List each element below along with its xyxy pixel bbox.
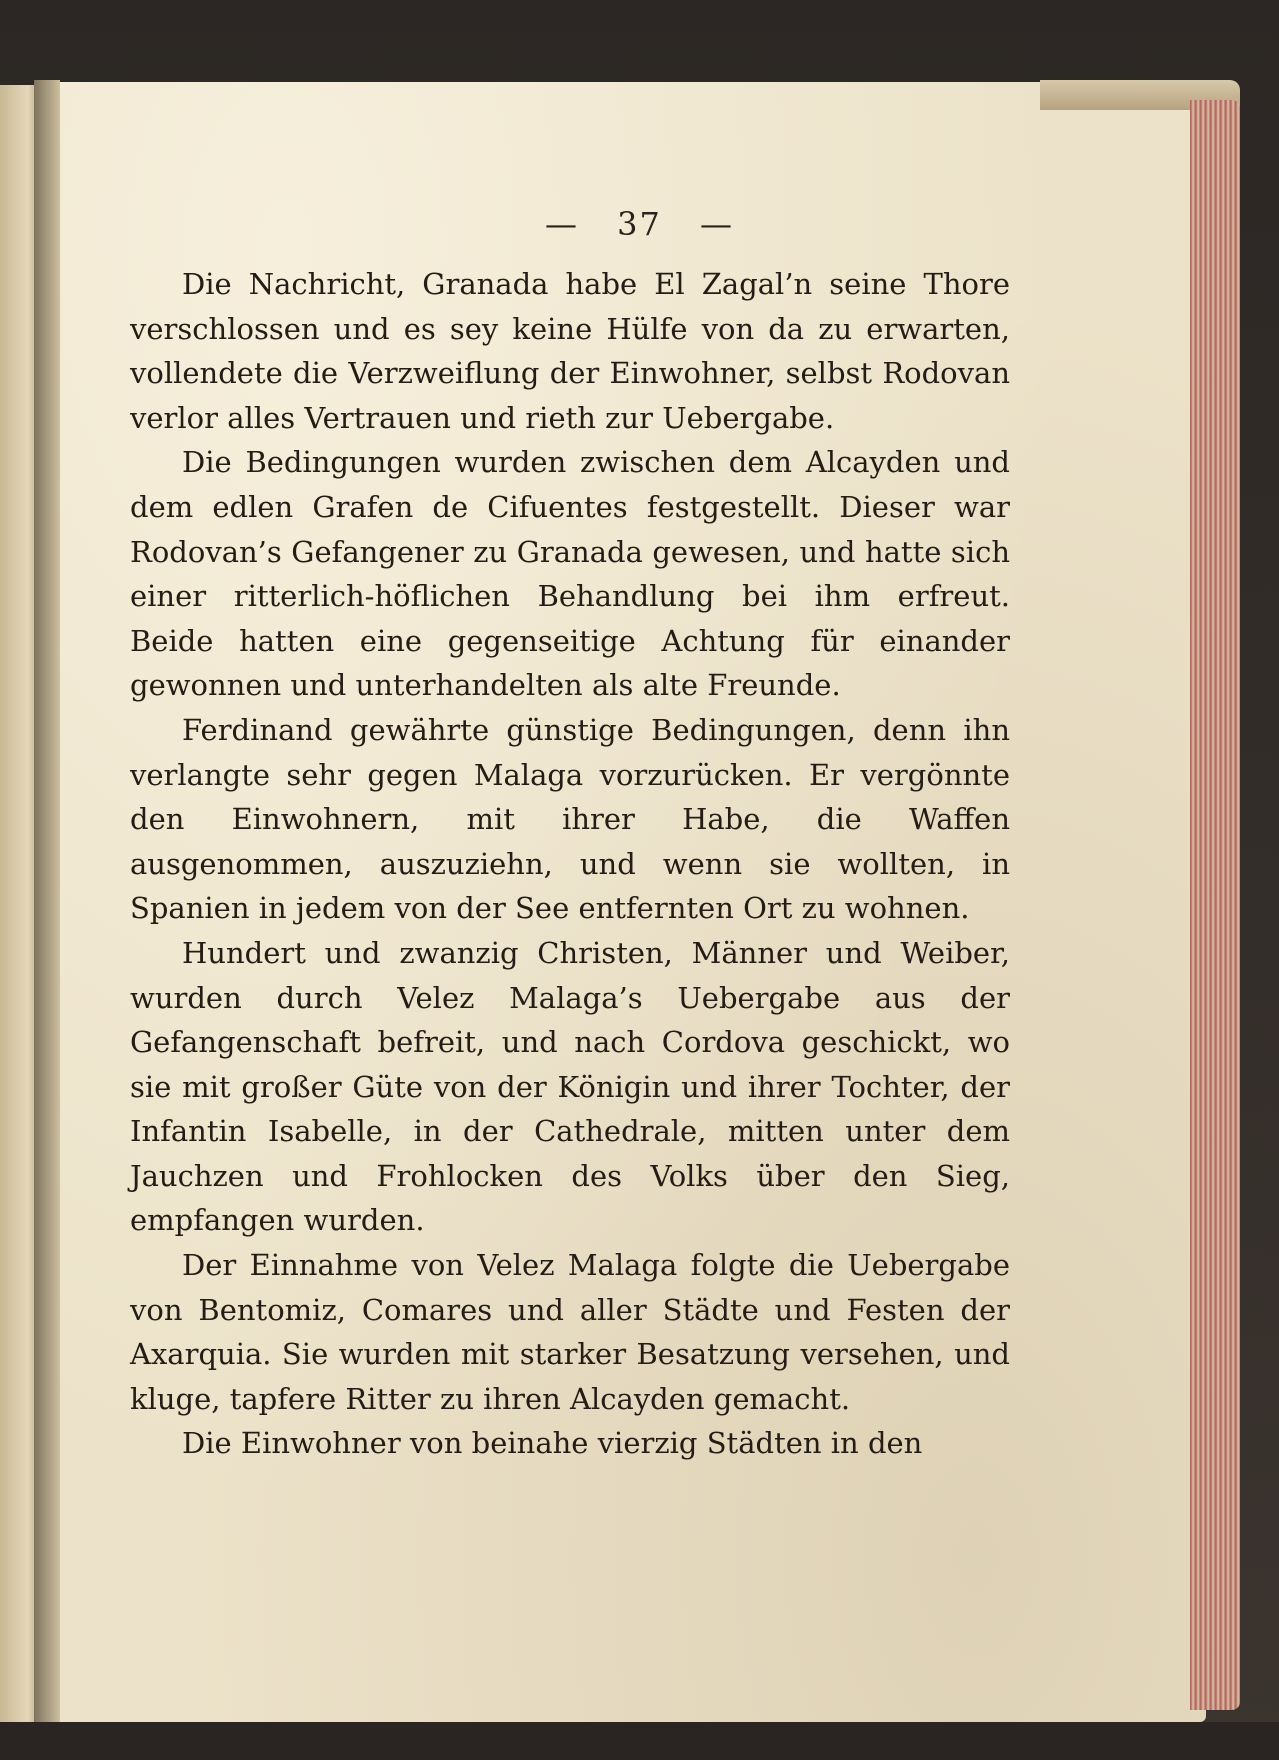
page-header: [0, 205, 1279, 243]
paragraph: Hundert und zwanzig Christen, Männer und Weiber, wurden durch Velez Malaga’s Uebergabe aus der Gefangenschaft befreit, und nach Cordova geschickt, wo sie mit großer Güte von der Königin und ihrer Tochter, der Infantin Isabelle, in der Cathedrale, mitten unter dem Jauchzen und Frohlocken des Volks über den Sieg, empfangen wurden.: [130, 935, 1010, 1238]
paragraph: Der Einnahme von Velez Malaga folgte die Uebergabe von Bentomiz, Comares und aller Städte und Festen der Axarquia. Sie wurden mit starker Besatzung versehen, und kluge, tapfere Ritter zu ihren Alcayden gemacht.: [130, 1248, 1010, 1416]
body-text: [130, 262, 1010, 1466]
paragraph: Die Bedingungen wurden zwischen dem Alcayden und dem edlen Grafen de Cifuentes festgestellt. Dieser war Rodovan’s Gefangener zu Granada gewesen, und hatte sich einer ritterlich-höflichen Behandlung bei ihm erfreut. Beide hatten eine gegenseitige Achtung für einander gewonnen und unterhandelten als alte Freunde.: [130, 445, 1010, 703]
paragraph: Die Einwohner von beinahe vierzig Städten in den: [182, 1426, 923, 1461]
book-cover-bottom: [0, 1722, 1279, 1760]
page-stack-edges: [1190, 100, 1240, 1710]
header-dash-right: —: [700, 205, 735, 243]
page-number: 37: [617, 205, 662, 243]
header-dash-left: —: [544, 205, 579, 243]
page-gutter: [34, 80, 60, 1730]
paragraph: Ferdinand gewährte günstige Bedingungen, denn ihn verlangte sehr gegen Malaga vorzurücken. Er vergönnte den Einwohnern, mit ihrer Habe, die Waffen ausgenommen, auszuziehn, und wenn sie wollten, in Spanien in jedem von der See entfernten Ort zu wohnen.: [130, 712, 1010, 926]
paragraph: Die Nachricht, Granada habe El Zagal’n seine Thore verschlossen und es sey keine Hülfe von da zu erwarten, vollendete die Verzweiflung der Einwohner, selbst Rodovan verlor alles Vertrauen und rieth zur Uebergabe.: [130, 267, 1010, 435]
